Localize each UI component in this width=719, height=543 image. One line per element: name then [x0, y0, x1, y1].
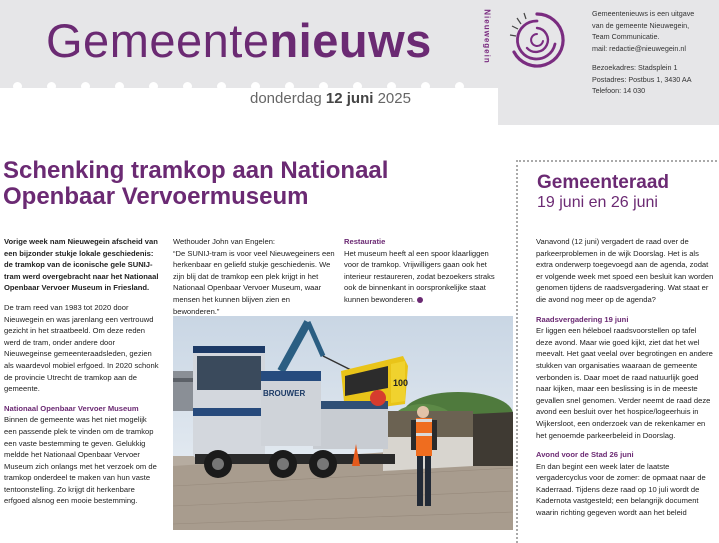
- end-bullet-icon: [417, 297, 423, 303]
- masthead: [0, 0, 498, 88]
- article-headline: Schenking tramkop aan Nationaal Openbaar Vervoermuseum: [3, 157, 389, 210]
- newspaper-title: [46, 14, 432, 68]
- svg-text:100: 100: [393, 378, 409, 388]
- email-address[interactable]: mail: redactie@nieuwegein.nl: [592, 43, 686, 53]
- article-lead: Vorige week nam Nieuwegein afscheid van een bijzonder stukje lokale geschiedenis: de tramkop van de iconische gele SUNIJ-tram werd overgebracht naar het Nationaal Openbaar Vervoer Museum in Friesland.: [4, 237, 159, 293]
- quote-attribution: Wethouder John van Engelen:: [173, 237, 276, 246]
- sidebar-title: Gemeenteraad: [537, 172, 670, 193]
- nieuwegein-logo-icon: [505, 8, 570, 73]
- publisher-info: Gemeentenieuws is een uitgave van de gemeente Nieuwegein, Team Communicatie. mail: redactie@nieuwegein.nl Bezoekadres: Stadsplein 1 Postadres: Postbus 1, 3430 AA Telefoon: 14 030: [592, 8, 716, 97]
- sidebar-paragraph: Vanavond (12 juni) vergadert de raad over de parkeerproblemen in de wijk Doorslag. Het is als extra onderwerp toegevoegd aan de agenda, zodat er volgende week met spoed een besluit kan worden genomen tijdens de raadsvergadering. Wat staat er die avond nog meer op de agenda?: [536, 237, 714, 304]
- title-bold-part: nieuws: [269, 14, 432, 67]
- article-paragraph: De tram reed van 1983 tot 2020 door Nieuwegein en was jarenlang een vertrouwd gezicht in het straatbeeld. Om deze reden werd de tram, onder andere door Nieuwegeinse gemeenteraadsleden, gezien als waardevol mobiel erfgoed. In 2020 schonk de provincie Utrecht de tramkop aan de gemeente.: [4, 302, 159, 394]
- sidebar-paragraph: En dan begint een week later de laatste vergadercyclus voor de zomer: de opmaat naar de Kaderraad. Tijdens deze raad op 10 juli wordt de Kadernota vastgesteld; een belangrijk document waarin richting gegeven wordt aan het beleid: [536, 461, 706, 518]
- article-column-2: [173, 236, 335, 325]
- article-column-1: [4, 236, 160, 515]
- sidebar-subheading: Avond voor de Stad 26 juni: [536, 450, 634, 460]
- article-column-3: [344, 236, 502, 314]
- article-photo: [173, 316, 513, 530]
- article-paragraph: Het museum heeft al een spoor klaarliggen voor de tramkop. Vrijwilligers gaan ook het interieur restaureren, zodat bezoekers straks ook de binnenkant in oorspronkelijke staat kunnen bewonderen.: [344, 248, 495, 304]
- sidebar-subheading: Raadsvergadering 19 juni: [536, 314, 629, 324]
- truck-company-name: BROUWER: [263, 389, 306, 398]
- article-paragraph: Binnen de gemeente was het niet mogelijk een passende plek te vinden om de tramkop een vaste bestemming te geven. Gelukkig meldde het Nationaal Openbaar Vervoer Museum zich onlangs met het verzoek om de tramkop onderdeel te maken van hun vaste tentoonstelling. Zo krijgt dit herkenbare erfgoed alsnog een mooie bestemming.: [4, 415, 157, 506]
- sidebar-subtitle: 19 juni en 26 juni: [537, 194, 658, 211]
- article-subheading: Nationaal Openbaar Vervoer Museum: [4, 403, 139, 413]
- municipality-vertical-label: Nieuwegein: [482, 9, 492, 64]
- sidebar-paragraph: Er liggen een héleboel raadsvoorstellen op tafel deze avond. Maar wie goed kijkt, ziet dat het wel meevalt. Het gaat veelal over begrotingen en andere stukken van organisaties waaraan de gemeente verbonden is. Daar moet de raad natuurlijk goed naar kijken, maar een beslissing is in de meeste gevallen snel genomen. Verder neemt de raad deze avond een besluit over het hospice/logeerhuis in Wijkersloot, een onderzoek van de rekenkamer en het genoemde parkeerbeleid in Doorslag.: [536, 326, 713, 440]
- issue-date: donderdag 12 juni 2025: [250, 90, 411, 107]
- sidebar-body: [536, 236, 714, 527]
- article-subheading: Restauratie: [344, 237, 386, 246]
- alderman-quote: “De SUNIJ-tram is voor veel Nieuwegeiners een herkenbaar en geliefd stukje geschiedenis. We zijn blij dat de tramkop een plek krijgt in het Nationaal Openbaar Vervoer Museum, waar mensen het kunnen blijven zien en bewonderen.”: [173, 248, 335, 316]
- title-light-part: Gemeente: [46, 14, 270, 67]
